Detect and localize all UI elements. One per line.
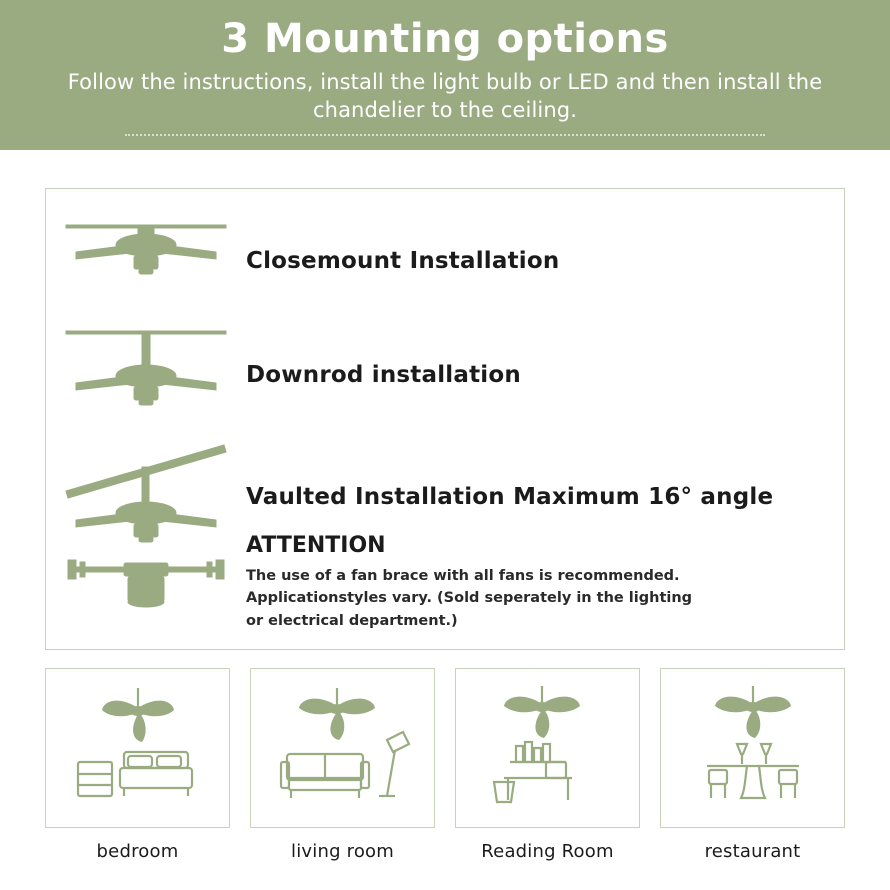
page-header xyxy=(0,0,890,150)
bedroom-scene-icon xyxy=(58,678,218,818)
room-card-image xyxy=(455,668,640,828)
living-room-scene-icon xyxy=(263,678,423,818)
attention-line: Applicationstyles vary. (Sold seperately in the lighting xyxy=(246,590,693,607)
room-card-caption: restaurant xyxy=(704,841,801,862)
room-card-caption: living room xyxy=(291,841,394,862)
room-card-image xyxy=(660,668,845,828)
room-card-caption: Reading Room xyxy=(481,841,614,862)
mounting-option-label: Vaulted Installation Maximum 16° angle xyxy=(246,484,774,510)
room-card-living-room xyxy=(250,668,435,862)
attention-line: or electrical department.) xyxy=(246,612,458,629)
room-card-caption: bedroom xyxy=(96,841,179,862)
attention-text-block xyxy=(246,533,692,632)
fan-brace-diagram-icon xyxy=(46,533,246,627)
header-dotted-divider xyxy=(125,134,765,136)
page-title: 3 Mounting options xyxy=(221,16,669,62)
mounting-option-label: Downrod installation xyxy=(246,362,521,388)
room-card-reading-room xyxy=(455,668,640,862)
attention-row xyxy=(46,533,844,643)
attention-line: The use of a fan brace with all fans is recommended. xyxy=(246,568,680,584)
room-card-restaurant xyxy=(660,668,845,862)
ceiling-fan-closemount-diagram-icon xyxy=(46,211,246,311)
page-subtitle: Follow the instructions, install the light bulb or LED and then install the chandelier to the ceiling. xyxy=(67,70,823,123)
mounting-option-row xyxy=(46,319,844,431)
restaurant-scene-icon xyxy=(673,678,833,818)
room-scene-cards xyxy=(45,668,845,862)
room-card-image xyxy=(45,668,230,828)
ceiling-fan-downrod-diagram-icon xyxy=(46,321,246,429)
room-card-image xyxy=(250,668,435,828)
mounting-options-panel xyxy=(45,188,845,650)
reading-room-scene-icon xyxy=(468,678,628,818)
mounting-option-row xyxy=(46,207,844,315)
mounting-option-label: Closemount Installation xyxy=(246,248,560,274)
attention-title: ATTENTION xyxy=(246,533,386,558)
room-card-bedroom xyxy=(45,668,230,862)
